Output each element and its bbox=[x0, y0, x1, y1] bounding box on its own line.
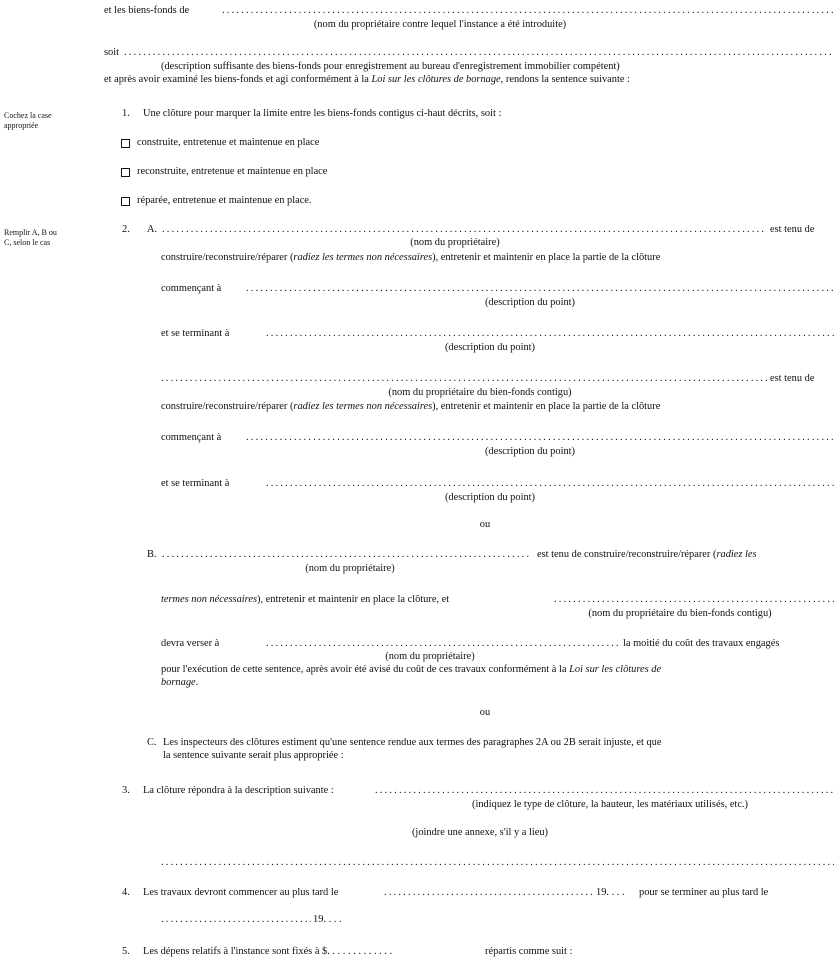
fence-description-continuation-field[interactable] bbox=[161, 857, 834, 869]
a-contiguous-owner-field[interactable] bbox=[161, 373, 767, 385]
a-construire-text: construire/reconstruire/réparer (radiez les termes non nécessaires), entretenir et maintenir en place la partie de la clôture bbox=[161, 252, 661, 263]
a-contiguous-est-tenu-de: est tenu de bbox=[770, 373, 815, 384]
a-est-tenu-de: est tenu de bbox=[770, 224, 815, 235]
ou-separator-2: ou bbox=[479, 707, 491, 718]
b-execution-text-2: bornage. bbox=[161, 677, 199, 688]
option-reconstruite-label: reconstruite, entretenue et maintenue en place bbox=[137, 166, 328, 177]
end-year: 19. . . . bbox=[313, 914, 342, 925]
b-contiguous-owner-note: (nom du propriétaire du bien-fonds contigu) bbox=[588, 608, 772, 619]
item-4-text: Les travaux devront commencer au plus tard le bbox=[143, 887, 339, 898]
a-contiguous-end-field[interactable] bbox=[266, 478, 834, 490]
item-5-number: 5. bbox=[122, 946, 130, 957]
item-3-number: 3. bbox=[122, 785, 130, 796]
b-line1-text: est tenu de construire/reconstruire/réparer (radiez les bbox=[537, 549, 757, 560]
c-line2-text: la sentence suivante serait plus appropriée : bbox=[163, 750, 344, 761]
annexe-note: (joindre une annexe, s'il y a lieu) bbox=[411, 827, 549, 838]
a-start-point-note: (description du point) bbox=[484, 297, 576, 308]
a-end-point-note: (description du point) bbox=[444, 342, 536, 353]
owner-name-field[interactable] bbox=[222, 5, 834, 17]
a-start-point-field[interactable] bbox=[246, 283, 834, 295]
a-contiguous-owner-note: (nom du propriétaire du bien-fonds contigu) bbox=[388, 387, 572, 398]
section-c-label: C. bbox=[147, 737, 157, 748]
c-line1-text: Les inspecteurs des clôtures estiment qu'une sentence rendue aux termes des paragraphes 2A ou 2B serait injuste, et que bbox=[163, 737, 662, 748]
fence-description-field[interactable] bbox=[375, 785, 834, 797]
b-payee-field[interactable] bbox=[266, 638, 621, 650]
start-date-field[interactable] bbox=[384, 887, 592, 899]
a-commencant-label: commençant à bbox=[161, 283, 222, 294]
item-3-text: La clôture répondra à la description suivante : bbox=[143, 785, 334, 796]
b-execution-text: pour l'exécution de cette sentence, après avoir été avisé du coût de ces travaux conformément à la Loi sur les clôtures de bbox=[161, 664, 662, 675]
a-contiguous-end-note: (description du point) bbox=[444, 492, 536, 503]
item-1-text: Une clôture pour marquer la limite entre les biens-fonds contigus ci-haut décrits, soit : bbox=[143, 108, 502, 119]
start-year: 19. . . . bbox=[596, 887, 625, 898]
examination-statement: et après avoir examiné les biens-fonds et agi conformément à la Loi sur les clôtures de bornage, rendons la sentence suivante : bbox=[104, 74, 630, 85]
item-5-after-text: répartis comme suit : bbox=[485, 946, 573, 957]
a-end-point-field[interactable] bbox=[266, 328, 834, 340]
checkbox-construite[interactable] bbox=[121, 139, 130, 148]
a-contiguous-terminant-label: et se terminant à bbox=[161, 478, 230, 489]
margin-note-remplir: Remplir A, B ou C, selon le cas bbox=[4, 228, 57, 247]
b-verser-label: devra verser à bbox=[161, 638, 220, 649]
checkbox-reparee[interactable] bbox=[121, 197, 130, 206]
item-1-number: 1. bbox=[122, 108, 130, 119]
ou-separator-1: ou bbox=[479, 519, 491, 530]
b-payee-note: (nom du propriétaire) bbox=[385, 651, 475, 662]
a-contiguous-construire-text: construire/reconstruire/réparer (radiez les termes non nécessaires), entretenir et maintenir en place la partie de la clôture bbox=[161, 401, 661, 412]
a-contiguous-commencant-label: commençant à bbox=[161, 432, 222, 443]
a-contiguous-start-field[interactable] bbox=[246, 432, 834, 444]
section-b-label: B. bbox=[147, 549, 157, 560]
a-owner-field[interactable] bbox=[162, 224, 767, 236]
item-4-mid-text: pour se terminer au plus tard le bbox=[639, 887, 769, 898]
property-description-field[interactable] bbox=[124, 47, 834, 59]
checkbox-reconstruite[interactable] bbox=[121, 168, 130, 177]
item-5-costs-text[interactable]: Les dépens relatifs à l'instance sont fixés à $. . . . . . . . . . . . . bbox=[143, 946, 393, 957]
b-line2-text: termes non nécessaires), entretenir et maintenir en place la clôture, et bbox=[161, 594, 450, 605]
b-moitie-text: la moitié du coût des travaux engagés bbox=[623, 638, 780, 649]
end-date-field[interactable] bbox=[161, 914, 311, 926]
a-owner-note: (nom du propriétaire) bbox=[410, 237, 500, 248]
a-terminant-label: et se terminant à bbox=[161, 328, 230, 339]
option-reparee-label: réparée, entretenue et maintenue en place. bbox=[137, 195, 312, 206]
b-contiguous-owner-field[interactable] bbox=[554, 594, 834, 606]
margin-note-cochez: Cochez la case appropriée bbox=[4, 111, 52, 130]
item-2-number: 2. bbox=[122, 224, 130, 235]
b-owner-note: (nom du propriétaire) bbox=[305, 563, 395, 574]
header-biens-fonds-label: et les biens-fonds de bbox=[104, 5, 190, 16]
b-owner-field[interactable] bbox=[162, 549, 532, 561]
a-contiguous-start-note: (description du point) bbox=[484, 446, 576, 457]
option-construite-label: construite, entretenue et maintenue en place bbox=[137, 137, 320, 148]
item-4-number: 4. bbox=[122, 887, 130, 898]
soit-label: soit bbox=[104, 47, 120, 58]
fence-description-note: (indiquez le type de clôture, la hauteur, les matériaux utilisés, etc.) bbox=[472, 799, 748, 810]
property-description-note: (description suffisante des biens-fonds pour enregistrement au bureau d'enregistrement immobilier compétent) bbox=[161, 61, 620, 72]
section-a-label: A. bbox=[147, 224, 158, 235]
owner-name-note: (nom du propriétaire contre lequel l'instance a été introduite) bbox=[313, 19, 567, 30]
